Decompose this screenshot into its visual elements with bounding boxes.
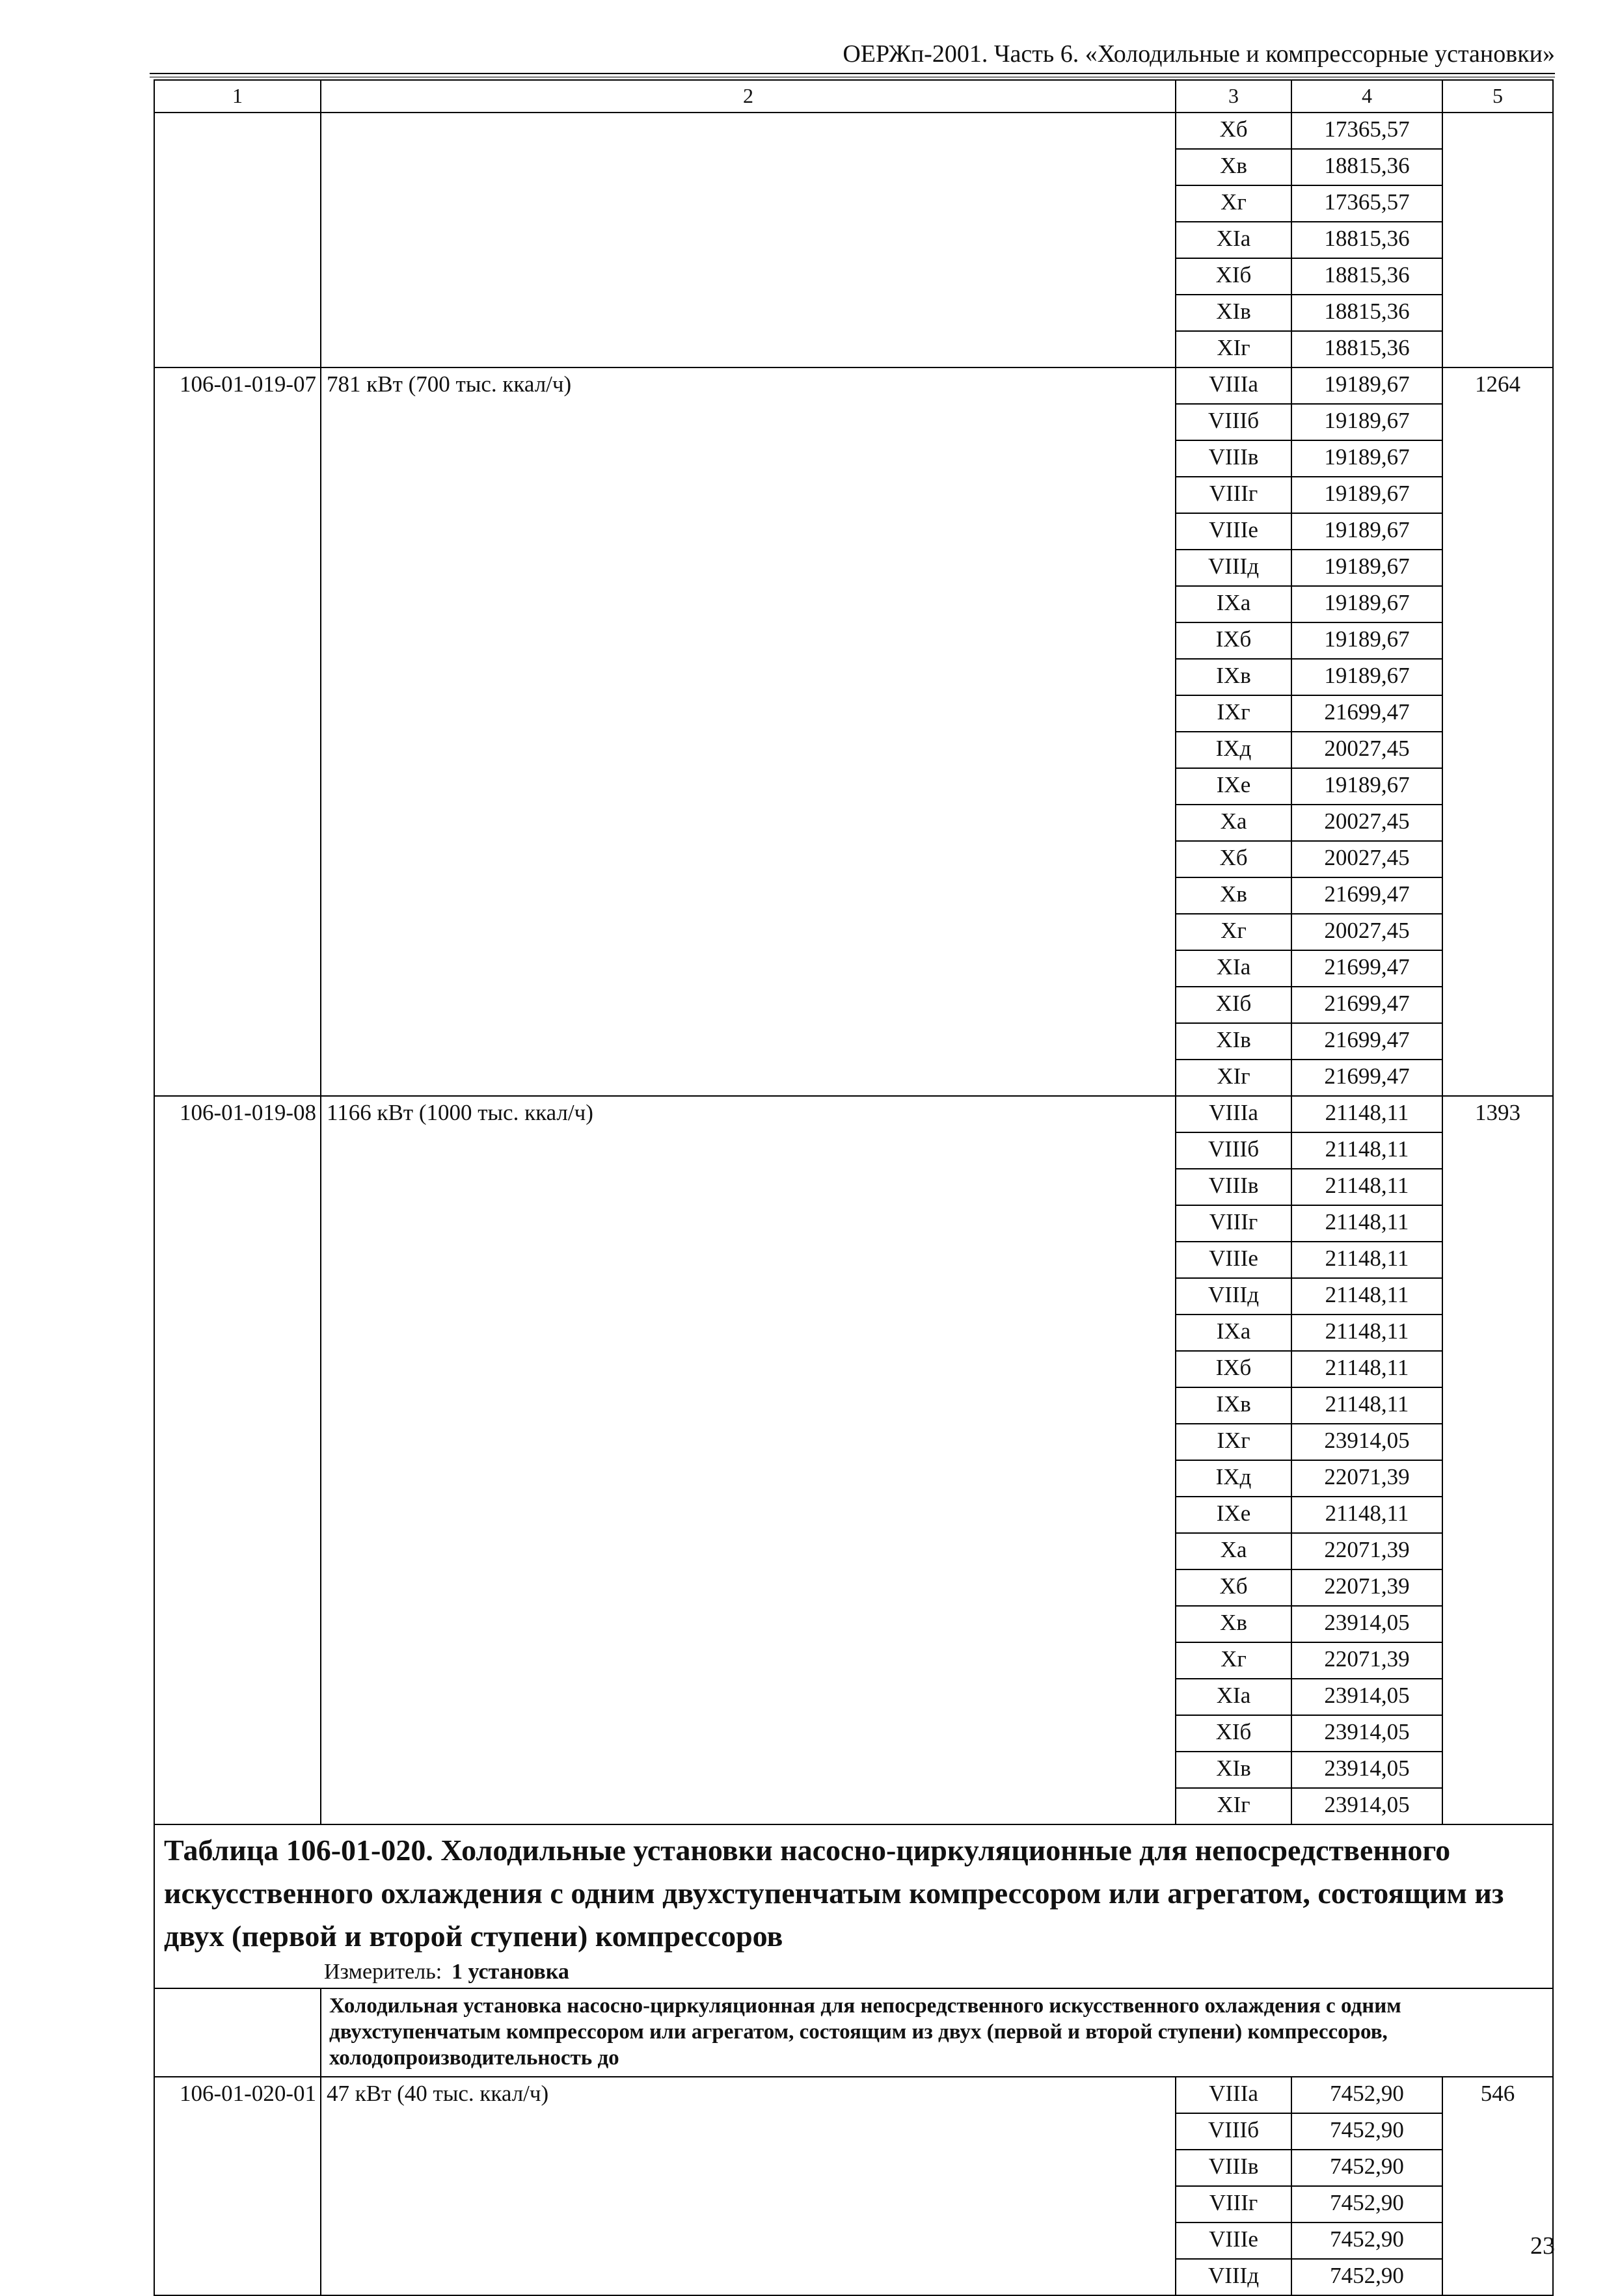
price-cell: 21699,47 [1291,987,1442,1023]
zone-cell: IXв [1176,1387,1291,1424]
meter-cell [154,1958,1553,1988]
zone-cell: IXб [1176,622,1291,659]
section-description: Холодильная установка насосно-циркуляционная для непосредственного искусственного охлаждения с одним двухступенчатым компрессором или агрегатом, состоящим из двух (первой и второй ступени) компрессоров, холодопроизводительность до [321,1988,1553,2077]
zone-cell: XIг [1176,1788,1291,1824]
zone-cell: Хб [1176,841,1291,877]
price-cell: 23914,05 [1291,1752,1442,1788]
zone-cell: IXд [1176,732,1291,768]
page-number: 23 [1530,2232,1555,2260]
zone-cell: XIв [1176,1752,1291,1788]
zone-cell: IXе [1176,768,1291,805]
zone-cell: XIв [1176,1023,1291,1060]
zone-cell: Хв [1176,149,1291,185]
price-cell: 7452,90 [1291,2186,1442,2223]
price-cell: 18815,36 [1291,149,1442,185]
price-cell: 21148,11 [1291,1132,1442,1169]
rate-code-cell: 106-01-020-01 [154,2077,321,2295]
price-cell: 19189,67 [1291,477,1442,513]
zone-cell: VIIIд [1176,550,1291,586]
zone-cell: Хб [1176,1569,1291,1606]
price-cell: 22071,39 [1291,1460,1442,1497]
price-cell: 19189,67 [1291,622,1442,659]
price-cell: 19189,67 [1291,404,1442,440]
zone-cell: VIIIб [1176,2113,1291,2150]
price-cell: 7452,90 [1291,2259,1442,2295]
rate-name-cell: 781 кВт (700 тыс. ккал/ч) [321,367,1176,1096]
zone-cell: VIIIе [1176,513,1291,550]
zone-cell: Хв [1176,877,1291,914]
description-row [154,1988,1553,2077]
table-row [154,2077,1553,2113]
price-cell: 23914,05 [1291,1679,1442,1715]
price-cell: 21148,11 [1291,1387,1442,1424]
price-cell: 20027,45 [1291,732,1442,768]
zone-cell: XIа [1176,222,1291,258]
price-cell: 21699,47 [1291,1023,1442,1060]
zone-cell: IXг [1176,695,1291,732]
price-cell: 21148,11 [1291,1278,1442,1315]
price-cell: 21148,11 [1291,1315,1442,1351]
rate-name-cell: 47 кВт (40 тыс. ккал/ч) [321,2077,1176,2295]
price-cell: 21148,11 [1291,1096,1442,1132]
rates-table-body [154,80,1553,2295]
price-cell: 19189,67 [1291,550,1442,586]
zone-cell: IXб [1176,1351,1291,1387]
zone-cell: IXе [1176,1497,1291,1533]
zone-cell: VIIIе [1176,2223,1291,2259]
description-empty-cell [154,1988,321,2077]
price-cell: 18815,36 [1291,295,1442,331]
zone-cell: Ха [1176,1533,1291,1569]
price-cell: 20027,45 [1291,805,1442,841]
rate-name-cell [321,113,1176,367]
price-cell: 21148,11 [1291,1351,1442,1387]
column-number: 4 [1291,80,1442,113]
price-cell: 19189,67 [1291,659,1442,695]
rate-name-cell: 1166 кВт (1000 тыс. ккал/ч) [321,1096,1176,1824]
price-cell: 18815,36 [1291,222,1442,258]
zone-cell: IXа [1176,1315,1291,1351]
table-title-row [154,1824,1553,1958]
zone-cell: XIб [1176,258,1291,295]
price-cell: 22071,39 [1291,1642,1442,1679]
zone-cell: VIIIа [1176,1096,1291,1132]
price-cell: 19189,67 [1291,367,1442,404]
price-cell: 21148,11 [1291,1497,1442,1533]
zone-cell: VIIIа [1176,367,1291,404]
table-title: Таблица 106-01-020. Холодильные установки насосно-циркуляционные для непосредственного искусственного охлаждения с одним двухступенчатым компрессором или агрегатом, состоящим из двух (первой и второй ступени) компрессоров [154,1824,1553,1958]
price-cell: 19189,67 [1291,768,1442,805]
price-cell: 22071,39 [1291,1569,1442,1606]
meter-value: 1 установка [452,1960,569,1984]
price-cell: 20027,45 [1291,841,1442,877]
zone-cell: XIг [1176,331,1291,367]
price-cell: 7452,90 [1291,2223,1442,2259]
zone-cell: Ха [1176,805,1291,841]
zone-cell: Хг [1176,185,1291,222]
rate-code-cell: 106-01-019-07 [154,367,321,1096]
zone-cell: XIб [1176,987,1291,1023]
meter-label: Измеритель: [324,1960,442,1984]
price-cell: 21699,47 [1291,695,1442,732]
table-row [154,367,1553,404]
price-cell: 17365,57 [1291,113,1442,149]
meter-row [154,1958,1553,1988]
price-cell: 21148,11 [1291,1169,1442,1205]
price-cell: 7452,90 [1291,2113,1442,2150]
zone-cell: XIг [1176,1060,1291,1096]
zone-cell: XIа [1176,950,1291,987]
header-rule [150,73,1555,77]
price-cell: 21148,11 [1291,1205,1442,1242]
price-cell: 19189,67 [1291,586,1442,622]
price-cell: 18815,36 [1291,258,1442,295]
zone-cell: XIб [1176,1715,1291,1752]
zone-cell: VIIIе [1176,1242,1291,1278]
price-cell: 23914,05 [1291,1606,1442,1642]
price-cell: 23914,05 [1291,1715,1442,1752]
col5-cell [1442,113,1553,367]
price-cell: 21699,47 [1291,1060,1442,1096]
price-cell: 19189,67 [1291,513,1442,550]
price-cell: 7452,90 [1291,2150,1442,2186]
zone-cell: IXа [1176,586,1291,622]
rates-table [154,79,1554,2296]
zone-cell: VIIIг [1176,477,1291,513]
table-row [154,1096,1553,1132]
zone-cell: VIIIг [1176,2186,1291,2223]
page-header-title: ОЕРЖп-2001. Часть 6. «Холодильные и компрессорные установки» [843,40,1555,68]
rate-code-cell: 106-01-019-08 [154,1096,321,1824]
rate-code-cell [154,113,321,367]
zone-cell: VIIIв [1176,2150,1291,2186]
zone-cell: VIIIд [1176,2259,1291,2295]
zone-cell: VIIIд [1176,1278,1291,1315]
zone-cell: IXг [1176,1424,1291,1460]
zone-cell: VIIIа [1176,2077,1291,2113]
column-number-row [154,80,1553,113]
price-cell: 17365,57 [1291,185,1442,222]
price-cell: 20027,45 [1291,914,1442,950]
column-number: 3 [1176,80,1291,113]
zone-cell: IXд [1176,1460,1291,1497]
column-number: 2 [321,80,1176,113]
price-cell: 18815,36 [1291,331,1442,367]
price-cell: 21699,47 [1291,877,1442,914]
column-number: 1 [154,80,321,113]
col5-cell: 1264 [1442,367,1553,1096]
price-cell: 21148,11 [1291,1242,1442,1278]
price-cell: 23914,05 [1291,1424,1442,1460]
col5-cell: 546 [1442,2077,1553,2295]
zone-cell: VIIIг [1176,1205,1291,1242]
zone-cell: VIIIв [1176,440,1291,477]
zone-cell: XIа [1176,1679,1291,1715]
table-row [154,113,1553,149]
price-cell: 23914,05 [1291,1788,1442,1824]
col5-cell: 1393 [1442,1096,1553,1824]
zone-cell: IXв [1176,659,1291,695]
zone-cell: VIIIб [1176,404,1291,440]
price-cell: 19189,67 [1291,440,1442,477]
price-cell: 21699,47 [1291,950,1442,987]
zone-cell: VIIIв [1176,1169,1291,1205]
zone-cell: Хг [1176,1642,1291,1679]
price-cell: 7452,90 [1291,2077,1442,2113]
zone-cell: Хб [1176,113,1291,149]
zone-cell: Хв [1176,1606,1291,1642]
column-number: 5 [1442,80,1553,113]
zone-cell: VIIIб [1176,1132,1291,1169]
zone-cell: Хг [1176,914,1291,950]
zone-cell: XIв [1176,295,1291,331]
price-cell: 22071,39 [1291,1533,1442,1569]
